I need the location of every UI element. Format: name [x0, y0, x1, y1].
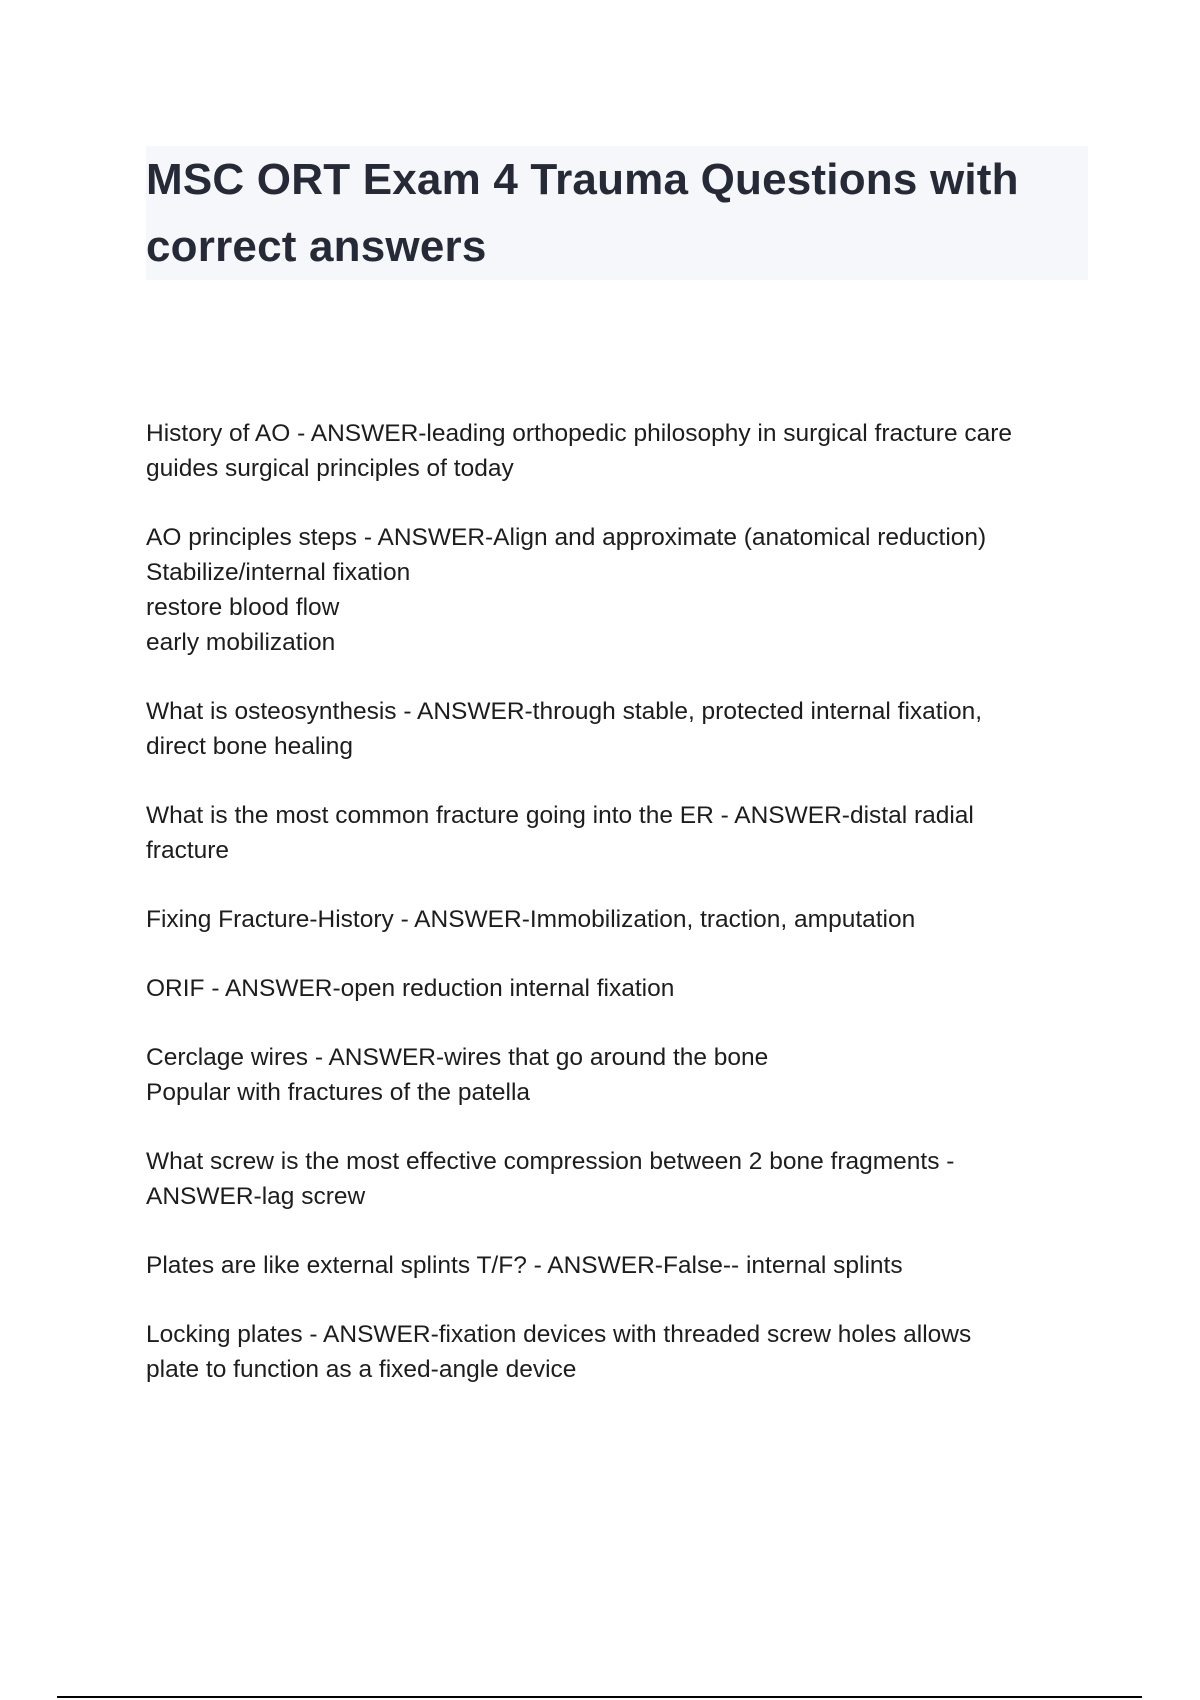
- qa-item: [146, 416, 1106, 486]
- qa-line: Popular with fractures of the patella: [146, 1079, 531, 1106]
- qa-item: [146, 1040, 1106, 1110]
- title-block: [146, 146, 1088, 280]
- qa-item: [146, 1248, 1106, 1283]
- qa-line: AO principles steps - ANSWER-Align and approximate (anatomical reduction): [146, 524, 987, 551]
- qa-item: [146, 1144, 1106, 1214]
- qa-line: Fixing Fracture-History - ANSWER-Immobilization, traction, amputation: [146, 906, 916, 933]
- qa-line: plate to function as a fixed-angle device: [146, 1356, 577, 1383]
- qa-line: direct bone healing: [146, 733, 354, 760]
- qa-line: ORIF - ANSWER-open reduction internal fixation: [146, 975, 675, 1002]
- qa-line: Cerclage wires - ANSWER-wires that go around the bone: [146, 1044, 769, 1071]
- qa-line: early mobilization: [146, 629, 336, 656]
- footer-rule: [57, 1696, 1142, 1698]
- qa-item: [146, 798, 1106, 868]
- title-line: correct answers: [146, 222, 487, 271]
- qa-line: What is osteosynthesis - ANSWER-through stable, protected internal fixation,: [146, 698, 983, 725]
- qa-item: [146, 694, 1106, 764]
- qa-line: Locking plates - ANSWER-fixation devices with threaded screw holes allows: [146, 1321, 972, 1348]
- title-line: MSC ORT Exam 4 Trauma Questions with: [146, 155, 1019, 204]
- qa-line: restore blood flow: [146, 594, 340, 621]
- document-title: [146, 146, 1088, 280]
- qa-line: ANSWER-lag screw: [146, 1183, 366, 1210]
- qa-line: What screw is the most effective compression between 2 bone fragments -: [146, 1148, 955, 1175]
- qa-item: [146, 520, 1106, 660]
- qa-line: History of AO - ANSWER-leading orthopedic philosophy in surgical fracture care: [146, 420, 1013, 447]
- qa-line: Stabilize/internal fixation: [146, 559, 411, 586]
- qa-line: What is the most common fracture going into the ER - ANSWER-distal radial: [146, 802, 974, 829]
- qa-line: Plates are like external splints T/F? - ANSWER-False-- internal splints: [146, 1252, 903, 1279]
- qa-list: [146, 416, 1106, 1421]
- qa-item: [146, 902, 1106, 937]
- qa-line: fracture: [146, 837, 230, 864]
- qa-line: guides surgical principles of today: [146, 455, 514, 482]
- qa-item: [146, 971, 1106, 1006]
- qa-item: [146, 1317, 1106, 1387]
